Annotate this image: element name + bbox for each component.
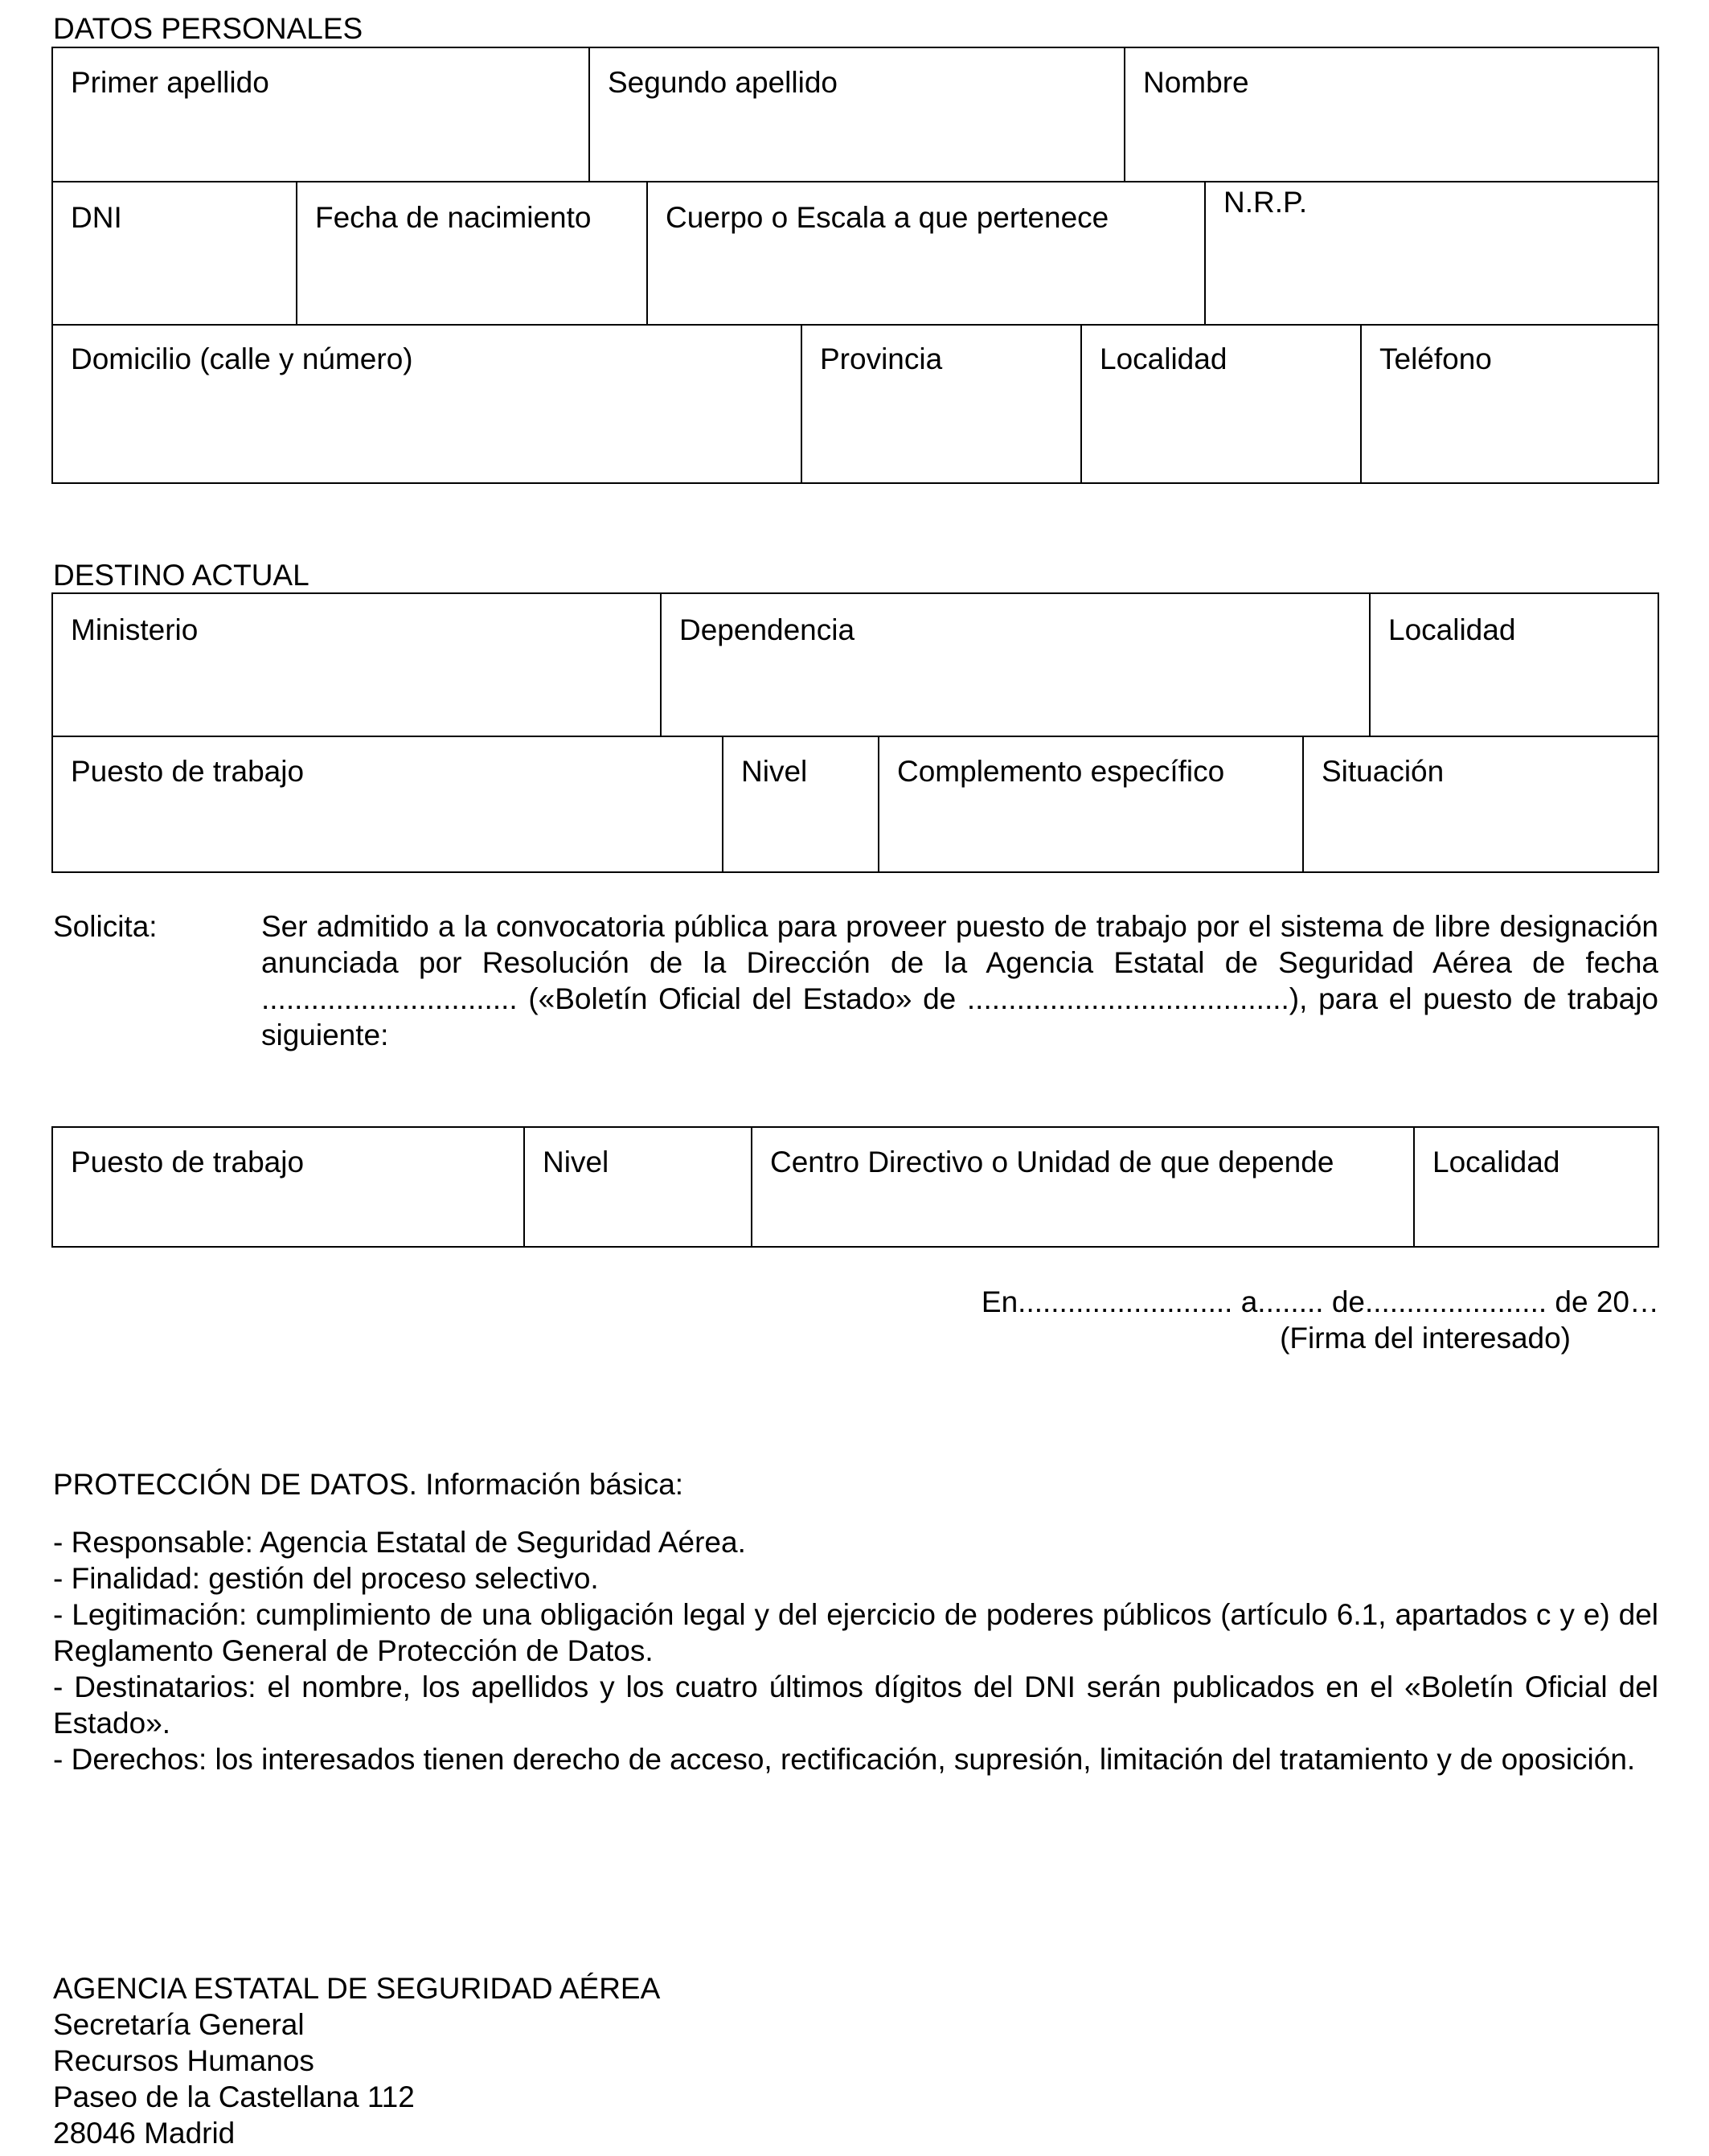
field-telefono[interactable] [1362,326,1658,482]
table-row [53,182,1658,326]
solicita-label: Solicita: [53,910,158,943]
field-dependencia[interactable] [662,594,1371,736]
field-localidad[interactable] [1082,326,1362,482]
field-label: Puesto de trabajo [71,755,305,788]
field-nombre[interactable] [1125,48,1658,181]
field-localidad-solicitada[interactable] [1415,1128,1658,1246]
field-label: Situación [1322,755,1445,788]
address-line: Recursos Humanos [53,2044,314,2077]
field-label: Fecha de nacimiento [315,201,592,234]
field-nrp[interactable] [1206,182,1658,324]
field-nivel-solicitado[interactable] [525,1128,752,1246]
list-item: - Legitimación: cumplimiento de una obligación legal y del ejercicio de poderes públicos (artículo 6.1, apartados c y e) del Reglamento General de Protección de Datos. [53,1598,1658,1667]
field-segundo-apellido[interactable] [590,48,1125,181]
field-label: Puesto de trabajo [71,1146,305,1178]
field-label: Complemento específico [897,755,1225,788]
field-label: Localidad [1388,613,1516,646]
field-cuerpo-escala[interactable] [648,182,1206,324]
table-row [53,48,1658,182]
table-row [53,737,1658,871]
list-item: - Derechos: los interesados tienen derecho de acceso, rectificación, supresión, limitación del tratamiento y de oposición. [53,1743,1636,1776]
address-line: AGENCIA ESTATAL DE SEGURIDAD AÉREA [53,1972,661,2005]
field-label: Localidad [1432,1146,1560,1178]
datos-personales-table [51,47,1659,484]
field-fecha-nacimiento[interactable] [297,182,648,324]
field-label: Cuerpo o Escala a que pertenece [666,201,1109,234]
field-puesto-trabajo-actual[interactable] [53,737,723,871]
field-label: Nombre [1143,66,1249,99]
list-item: - Responsable: Agencia Estatal de Seguridad Aérea. [53,1526,746,1559]
field-label: Domicilio (calle y número) [71,342,413,375]
address-line: Paseo de la Castellana 112 [53,2080,415,2113]
field-complemento-especifico[interactable] [879,737,1304,871]
field-label: Localidad [1100,342,1227,375]
field-label: Provincia [820,342,943,375]
proteccion-datos-list [53,1524,1658,1777]
field-situacion[interactable] [1304,737,1658,871]
section-heading-destino-actual: DESTINO ACTUAL [53,559,309,592]
puesto-solicitado-table [51,1126,1659,1248]
proteccion-datos-heading: PROTECCIÓN DE DATOS. Información básica: [53,1468,684,1501]
field-label: Nivel [741,755,808,788]
field-dni[interactable] [53,182,297,324]
field-label: Primer apellido [71,66,269,99]
field-localidad-destino[interactable] [1371,594,1658,736]
field-label: Nivel [543,1146,609,1178]
list-item: - Finalidad: gestión del proceso selectivo. [53,1562,599,1595]
destino-actual-table [51,592,1659,873]
field-label: Ministerio [71,613,199,646]
field-domicilio[interactable] [53,326,802,482]
list-item: - Destinatarios: el nombre, los apellidos y los cuatro últimos dígitos del DNI serán publicados en el «Boletín Oficial del Estado». [53,1670,1658,1740]
table-row [53,326,1658,482]
field-centro-directivo[interactable] [752,1128,1415,1246]
solicita-text: Ser admitido a la convocatoria pública para proveer puesto de trabajo por el sistema de libre designación anunciada por Resolución de la Dirección de la Agencia Estatal de Seguridad Aérea de fecha ............................... («Boletín Oficial del Estado» de .......................................), para el puesto de trabajo siguiente: [261,910,1658,1051]
signature-date-line: En.......................... a........ de...................... de 20… [981,1285,1659,1318]
field-provincia[interactable] [802,326,1082,482]
field-puesto-trabajo-solicitado[interactable] [53,1128,525,1246]
field-label: DNI [71,201,122,234]
table-row [53,594,1658,737]
section-heading-datos-personales: DATOS PERSONALES [53,12,363,45]
address-block [53,1970,660,2151]
signature-caption: (Firma del interesado) [1280,1322,1571,1355]
field-label: Segundo apellido [608,66,838,99]
address-line: 28046 Madrid [53,2117,236,2150]
field-label: Centro Directivo o Unidad de que depende [770,1146,1334,1178]
table-row [53,1128,1658,1246]
field-nivel-actual[interactable] [723,737,879,871]
field-ministerio[interactable] [53,594,662,736]
address-line: Secretaría General [53,2008,305,2041]
field-primer-apellido[interactable] [53,48,590,181]
field-label: N.R.P. [1223,186,1308,219]
field-label: Teléfono [1379,342,1492,375]
field-label: Dependencia [679,613,855,646]
